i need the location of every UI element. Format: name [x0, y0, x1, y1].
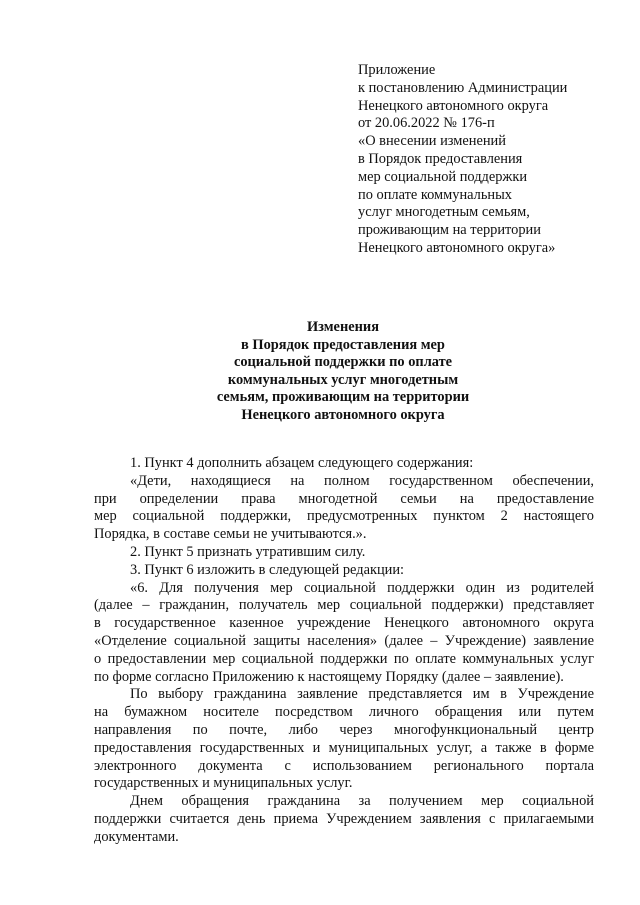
appendix-line: от 20.06.2022 № 176-п [358, 115, 495, 132]
paragraph-application-date [94, 793, 594, 846]
text-line: государственных и муниципальных услуг. [94, 775, 353, 792]
text-line: по форме согласно Приложению к настоящему Порядку (далее – заявление). [94, 668, 564, 685]
appendix-line: по оплате коммунальных [358, 186, 512, 203]
text-line: «Отделение социальной защиты населения» (далее – Учреждение) заявление [94, 632, 594, 649]
appendix-line: проживающим на территории [358, 222, 541, 239]
document-title [92, 319, 594, 425]
appendix-line: мер социальной поддержки [358, 168, 528, 185]
text-line: о предоставлении мер социальной поддержки по оплате коммунальных услуг [94, 650, 594, 667]
appendix-line: к постановлению Администрации [358, 79, 568, 96]
title-line: коммунальных услуг многодетным [227, 371, 459, 388]
text-line: документами. [94, 828, 179, 845]
text-line: 3. Пункт 6 изложить в следующей редакции: [130, 561, 405, 578]
text-line: Днем обращения гражданина за получением мер социальной [130, 793, 594, 810]
text-line: Порядка, в составе семьи не учитываются.». [94, 526, 367, 543]
text-line: предоставления государственных и муниципальных услуг, а также в форме [94, 739, 594, 756]
paragraph-submission-options [94, 686, 594, 793]
title-line: семьям, проживающим на территории [216, 389, 470, 406]
title-line: социальной поддержки по оплате [233, 354, 453, 371]
title-line: в Порядок предоставления мер [241, 336, 445, 353]
paragraph-quote-children [94, 473, 594, 544]
appendix-line: в Порядок предоставления [358, 150, 523, 167]
paragraph-point-6 [94, 580, 594, 687]
appendix-line: Ненецкого автономного округа [358, 97, 549, 114]
text-line: «6. Для получения мер социальной поддержки один из родителей [130, 579, 594, 596]
text-line: «Дети, находящиеся на полном государственном обеспечении, [130, 472, 594, 489]
text-line: (далее – гражданин, получатель мер социальной поддержки) представляет [94, 597, 594, 614]
text-line: 2. Пункт 5 признать утратившим силу. [130, 543, 366, 560]
appendix-line: Ненецкого автономного округа» [358, 239, 556, 256]
appendix-line: услуг многодетным семьям, [358, 204, 530, 221]
appendix-line: Приложение [358, 62, 436, 78]
appendix-line: «О внесении изменений [358, 133, 506, 150]
text-line: По выбору гражданина заявление представляется им в Учреждение [130, 686, 594, 703]
text-line: 1. Пункт 4 дополнить абзацем следующего содержания: [130, 455, 474, 471]
text-line: электронного документа с использованием регионального портала [94, 757, 594, 774]
text-line: на бумажном носителе посредством личного обращения или путем [94, 704, 594, 721]
paragraph-item-3 [94, 562, 594, 580]
text-line: мер социальной поддержки, предусмотренных пунктом 2 настоящего [94, 508, 594, 525]
text-line: поддержки считается день приема Учреждением заявления с прилагаемыми [94, 810, 594, 827]
paragraph-item-2 [94, 544, 594, 562]
text-line: в государственное казенное учреждение Ненецкого автономного округа [94, 615, 594, 632]
title-line: Изменения [306, 319, 379, 335]
document-body [94, 455, 594, 847]
text-line: при определении права многодетной семьи на предоставление [94, 490, 594, 507]
paragraph-item-1 [94, 455, 594, 473]
appendix-header [358, 62, 628, 258]
text-line: направления по почте, либо через многофункциональный центр [94, 721, 594, 738]
title-line: Ненецкого автономного округа [241, 406, 445, 423]
